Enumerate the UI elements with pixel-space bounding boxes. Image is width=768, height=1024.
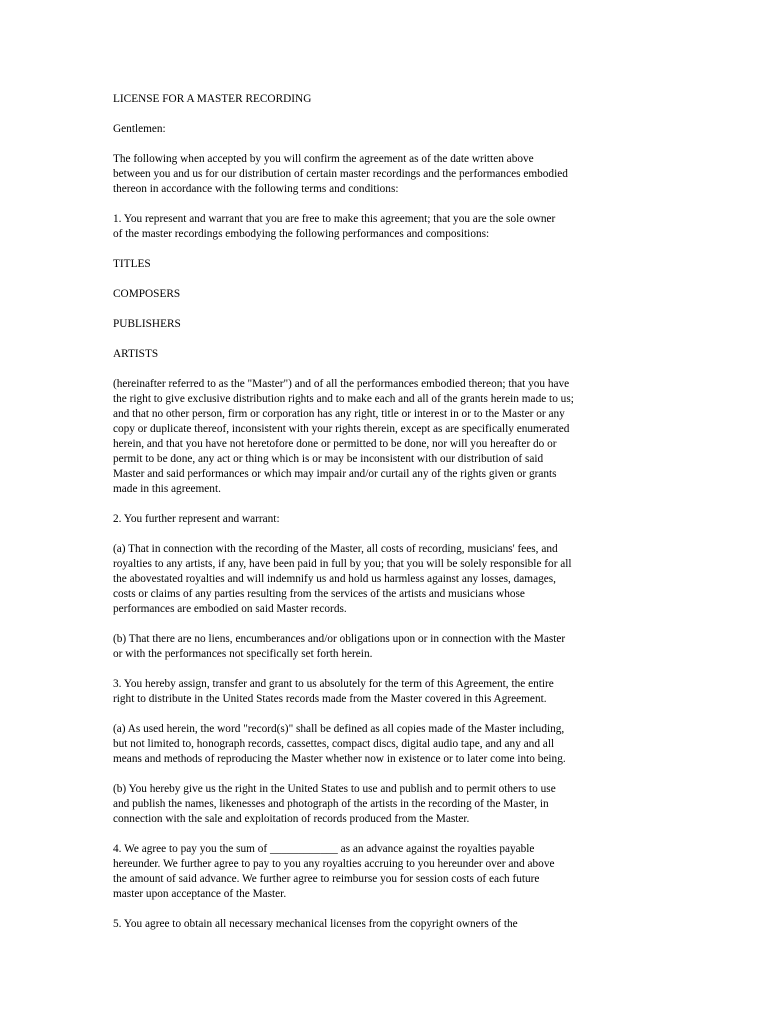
text-line: The following when accepted by you will confirm the agreement as of the date written above — [113, 153, 534, 165]
salutation: Gentlemen: — [113, 123, 166, 135]
paragraph-4 — [113, 842, 633, 902]
text-line: performances are embodied on said Master records. — [113, 603, 347, 615]
intro-paragraph — [113, 152, 633, 197]
text-line: royalties to any artists, if any, have been paid in full by you; that you will be solely responsible for all — [113, 558, 572, 570]
text-line: or with the performances not specifically set forth herein. — [113, 648, 373, 660]
text-line: 3. You hereby assign, transfer and grant to us absolutely for the term of this Agreement, the entire — [113, 678, 554, 690]
text-line: (hereinafter referred to as the "Master") and of all the performances embodied thereon; that you have — [113, 378, 570, 390]
field-composers: COMPOSERS — [113, 288, 181, 300]
text-line: 5. You agree to obtain all necessary mechanical licenses from the copyright owners of the — [113, 918, 518, 930]
text-line: Master and said performances or which may impair and/or curtail any of the rights given or grants — [113, 468, 557, 480]
text-line: the right to give exclusive distribution rights and to make each and all of the grants herein made to us; — [113, 393, 574, 405]
paragraph-5 — [113, 917, 633, 932]
text-line: made in this agreement. — [113, 483, 221, 495]
text-line: 1. You represent and warrant that you are free to make this agreement; that you are the sole owner — [113, 213, 556, 225]
text-line: herein, and that you have not heretofore done or permitted to be done, nor will you hereafter do or — [113, 438, 557, 450]
text-line: (a) That in connection with the recording of the Master, all costs of recording, musicians' fees, and — [113, 543, 558, 555]
document-title: LICENSE FOR A MASTER RECORDING — [113, 93, 312, 105]
text-line: the abovestated royalties and will indemnify us and hold us harmless against any losses, damages, — [113, 573, 556, 585]
field-artists: ARTISTS — [113, 348, 159, 360]
paragraph-3b — [113, 782, 633, 827]
text-line: permit to be done, any act or thing which is or may be inconsistent with our distribution of said — [113, 453, 544, 465]
paragraph-3 — [113, 677, 633, 707]
paragraph-1-continued — [113, 377, 633, 497]
text-line: means and methods of reproducing the Master whether now in existence or to later come into being. — [113, 753, 566, 765]
paragraph-2 — [113, 512, 633, 527]
text-line: but not limited to, honograph records, cassettes, compact discs, digital audio tape, and any and all — [113, 738, 555, 750]
field-publishers: PUBLISHERS — [113, 318, 181, 330]
text-line: (a) As used herein, the word "record(s)" shall be defined as all copies made of the Master including, — [113, 723, 565, 735]
text-line: costs or claims of any parties resulting from the services of the artists and musicians whose — [113, 588, 525, 600]
text-line: 4. We agree to pay you the sum of ____________ as an advance against the royalties payable — [113, 843, 535, 855]
paragraph-2a — [113, 542, 633, 617]
text-line: thereon in accordance with the following terms and conditions: — [113, 183, 399, 195]
paragraph-1 — [113, 212, 633, 242]
text-line: master upon acceptance of the Master. — [113, 888, 287, 900]
paragraph-2b — [113, 632, 633, 662]
text-line: 2. You further represent and warrant: — [113, 513, 280, 525]
text-line: copy or duplicate thereof, inconsistent with your rights therein, except as are specifically enumerated — [113, 423, 570, 435]
text-line: between you and us for our distribution of certain master recordings and the performances embodied — [113, 168, 568, 180]
text-line: (b) You hereby give us the right in the United States to use and publish and to permit others to use — [113, 783, 556, 795]
text-line: connection with the sale and exploitation of records produced from the Master. — [113, 813, 470, 825]
text-line: (b) That there are no liens, encumberances and/or obligations upon or in connection with the Master — [113, 633, 566, 645]
field-titles: TITLES — [113, 258, 151, 270]
text-line: the amount of said advance. We further agree to reimburse you for session costs of each future — [113, 873, 540, 885]
document-page — [113, 92, 633, 947]
text-line: right to distribute in the United States records made from the Master covered in this Agreement. — [113, 693, 547, 705]
text-line: of the master recordings embodying the following performances and compositions: — [113, 228, 490, 240]
text-line: and publish the names, likenesses and photograph of the artists in the recording of the Master, in — [113, 798, 549, 810]
paragraph-3a — [113, 722, 633, 767]
text-line: and that no other person, firm or corporation has any right, title or interest in or to the Master or any — [113, 408, 565, 420]
text-line: hereunder. We further agree to pay to you any royalties accruing to you hereunder over and above — [113, 858, 555, 870]
